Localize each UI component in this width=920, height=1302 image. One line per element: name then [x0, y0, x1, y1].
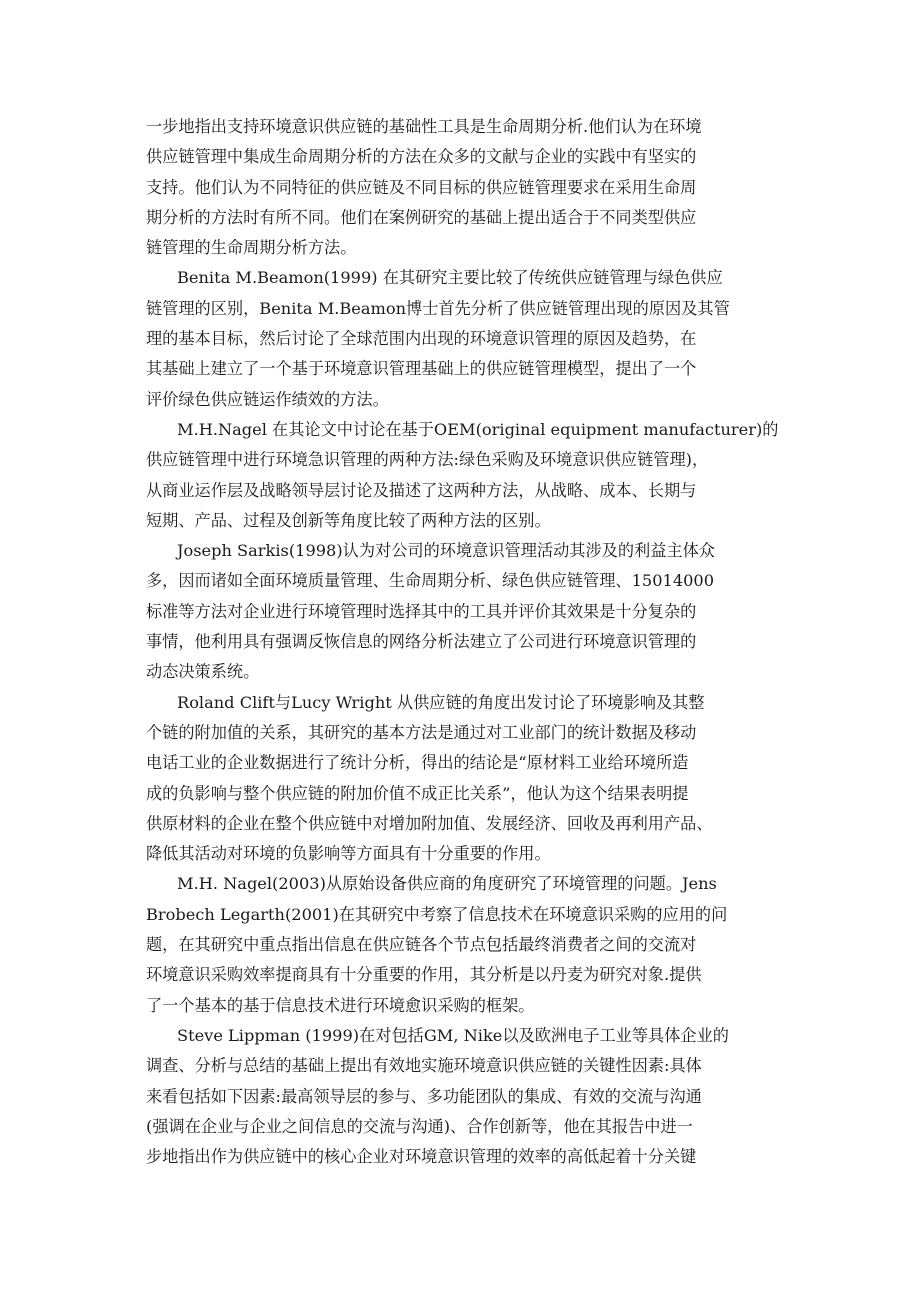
text-line: Brobech Legarth(2001)在其研究中考察了信息技术在环境意识采购的应用的问 [146, 904, 728, 924]
text-line: M.H.Nagel 在其论文中讨论在基于OEM(original equipment manufacturer)的 [177, 419, 779, 439]
text-line: 成的负影响与整个供应链的附加价值不成正比关系”，他认为这个结果表明提 [146, 783, 689, 803]
text-line: 标准等方法对企业进行环境管理时选择其中的工具并评价其效果是十分复杂的 [146, 601, 697, 621]
paragraph [146, 263, 796, 414]
paragraph [146, 869, 796, 1020]
text-line: 调查、分析与总结的基础上提出有效地实施环境意识供应链的关键性因素:具体 [146, 1056, 702, 1076]
text-line: 短期、产品、过程及创新等角度比较了两种方法的区别。 [146, 510, 551, 530]
text-line: 了一个基本的基于信息技术进行环境愈识采购的框架。 [146, 995, 535, 1015]
body-text [146, 112, 796, 1172]
text-line: 从商业运作层及战略领导层讨论及描述了这两种方法，从战略、成本、长期与 [146, 480, 697, 500]
text-line: 评价绿色供应链运作绩效的方法。 [146, 389, 389, 409]
paragraph [146, 415, 796, 536]
text-line: 多，因而诸如全面环境质量管理、生命周期分析、绿色供应链管理、15014000 [146, 571, 715, 591]
text-line: 支持。他们认为不同特征的供应链及不同目标的供应链管理要求在采用生命周 [146, 177, 697, 197]
paragraph [146, 688, 796, 870]
text-line: 期分析的方法时有所不同。他们在案例研究的基础上提出适合于不同类型供应 [146, 207, 697, 227]
text-line: Roland Clift与Lucy Wright 从供应链的角度出发讨论了环境影响及其整 [177, 692, 705, 712]
text-line: 题，在其研究中重点指出信息在供应链各个节点包括最终消费者之间的交流对 [146, 935, 697, 955]
text-line: 步地指出作为供应链中的核心企业对环境意识管理的效率的高低起着十分关键 [146, 1147, 697, 1167]
paragraph [146, 112, 796, 263]
text-line: Benita M.Beamon(1999) 在其研究主要比较了传统供应链管理与绿色供应 [177, 268, 723, 288]
text-line: 环境意识采购效率提商具有十分重要的作用，其分析是以丹麦为研究对象.提供 [146, 965, 702, 985]
text-line: 一步地指出支持环境意识供应链的基础性工具是生命周期分析.他们认为在环境 [146, 117, 702, 136]
text-line: 电话工业的企业数据进行了统计分析，得出的结论是“原材料工业给环境所造 [146, 753, 689, 773]
paragraph [146, 1021, 796, 1172]
text-line: 来看包括如下因素:最高领导层的参与、多功能团队的集成、有效的交流与沟通 [146, 1086, 702, 1106]
text-line: 事情，他利用具有强调反恢信息的网络分析法建立了公司进行环境意识管理的 [146, 632, 697, 652]
text-line: M.H. Nagel(2003)从原始设备供应商的角度研究了环境管理的问题。Jens [177, 874, 717, 894]
text-line: 个链的附加值的关系，其研究的基本方法是通过对工业部门的统计数据及移动 [146, 722, 697, 742]
text-line: Joseph Sarkis(1998)认为对公司的环境意识管理活动其涉及的利益主体众 [177, 541, 715, 561]
text-line: 供应链管理中集成生命周期分析的方法在众多的文献与企业的实践中有坚实的 [146, 147, 697, 167]
paragraph [146, 536, 796, 687]
text-line: 供应链管理中进行环境急识管理的两种方法:绿色采购及环境意识供应链管理)， [146, 450, 709, 470]
text-line: 链管理的生命周期分析方法。 [146, 238, 357, 258]
text-line: 链管理的区别，Benita M.Beamon博士首先分析了供应链管理出现的原因及其管 [146, 298, 730, 318]
text-line: 供原材料的企业在整个供应链中对增加附加值、发展经济、回收及再利用产品、 [146, 813, 713, 833]
text-line: Steve Lippman (1999)在对包括GM, Nike以及欧洲电子工业等具体企业的 [177, 1025, 729, 1045]
text-line: 降低其活动对环境的负影响等方面具有十分重要的作用。 [146, 844, 551, 864]
text-line: 其基础上建立了一个基于环境意识管理基础上的供应链管理模型，提出了一个 [146, 359, 697, 379]
text-line: (强调在企业与企业之间信息的交流与沟通)、合作创新等，他在其报告中进一 [146, 1116, 693, 1136]
text-line: 理的基本目标，然后讨论了全球范围内出现的环境意识管理的原因及趋势，在 [146, 329, 697, 349]
text-line: 动态决策系统。 [146, 662, 260, 682]
